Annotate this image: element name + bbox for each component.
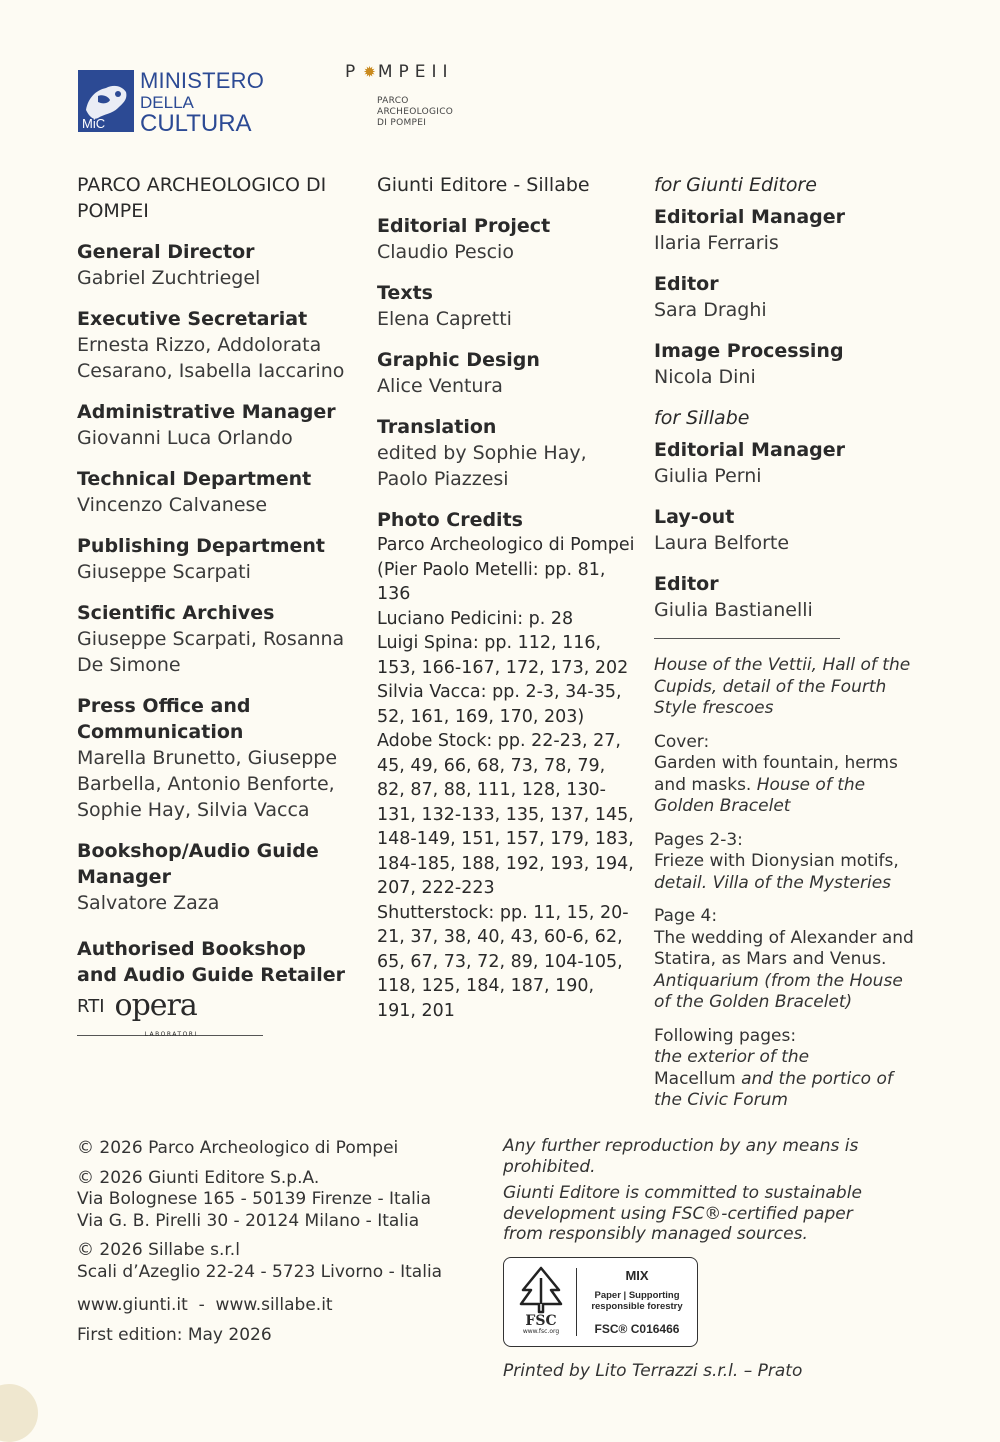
giunti-entry bbox=[654, 271, 924, 323]
col1-entry bbox=[77, 239, 352, 291]
col1-entry bbox=[77, 533, 352, 585]
sillabe-section-header: for Sillabe bbox=[654, 407, 750, 429]
col3-divider bbox=[654, 638, 840, 639]
ministero-line3: CULTURA bbox=[140, 110, 252, 137]
col2-entry-text: edited by Sophie Hay, Paolo Piazzesi bbox=[377, 442, 587, 490]
giunti-entry-title: Editor bbox=[654, 273, 719, 295]
col1-entry-text: Gabriel Zuchtriegel bbox=[77, 267, 261, 289]
col2-entry-text: Alice Ventura bbox=[377, 375, 503, 397]
caption-following bbox=[654, 1026, 924, 1112]
retailer-block bbox=[77, 936, 352, 1038]
sillabe-entry-text: Laura Belforte bbox=[654, 532, 790, 554]
col2-entry bbox=[377, 347, 637, 399]
caption-p23-label: Pages 2-3: bbox=[654, 829, 743, 850]
fsc-code: FSC® C016466 bbox=[594, 1322, 680, 1336]
caption-cover bbox=[654, 732, 924, 818]
sillabe-entry bbox=[654, 571, 924, 623]
photo-credit-line: Luigi Spina: pp. 112, 116, 153, 166-167, 172, 173, 202 bbox=[377, 633, 629, 678]
caption-p4-text: The wedding of Alexander and Statira, as Mars and Venus. bbox=[654, 927, 914, 969]
mic-emblem-icon bbox=[78, 70, 134, 132]
sillabe-entry-text: Giulia Bastianelli bbox=[654, 599, 813, 621]
col1-entry-title: Technical Department bbox=[77, 468, 312, 490]
col2-entry-text: Elena Capretti bbox=[377, 308, 512, 330]
sillabe-entry-text: Giulia Perni bbox=[654, 465, 762, 487]
col1-entry bbox=[77, 399, 352, 451]
giunti-entry-text: Sara Draghi bbox=[654, 299, 767, 321]
photo-credits-title: Photo Credits bbox=[377, 509, 523, 531]
col1-entry-title: General Director bbox=[77, 241, 255, 263]
first-edition: First edition: May 2026 bbox=[77, 1324, 272, 1345]
retailer-rti: RTI bbox=[77, 996, 105, 1017]
sillabe-address: Scali d’Azeglio 22-24 - 5723 Livorno - Italia bbox=[77, 1261, 443, 1282]
copyright-block bbox=[77, 1138, 477, 1354]
pompeii-word-left: P bbox=[345, 62, 362, 82]
pompeii-sub1: PARCO bbox=[377, 96, 409, 106]
caption-cover-text: Garden with fountain, herms and masks. bbox=[654, 753, 898, 795]
sillabe-entry-title: Editorial Manager bbox=[654, 439, 845, 461]
copyright-sillabe: © 2026 Sillabe s.r.l bbox=[77, 1240, 240, 1260]
sillabe-entry-title: Editor bbox=[654, 573, 719, 595]
col1-entry-title: Bookshop/Audio Guide Manager bbox=[77, 840, 319, 888]
col1-entry-text: Marella Brunetto, Giuseppe Barbella, Antonio Benforte, Sophie Hay, Silvia Vacca bbox=[77, 747, 338, 821]
col1-entry-title: Press Office and Communication bbox=[77, 695, 251, 743]
col1-header: PARCO ARCHEOLOGICO DI POMPEI bbox=[77, 174, 327, 222]
giunti-address-1: Via Bolognese 165 - 50139 Firenze - Italia bbox=[77, 1189, 432, 1209]
photo-credit-line: Parco Archeologico di Pompei (Pier Paolo Metelli: pp. 81, 136 bbox=[377, 535, 635, 604]
sun-ornament-icon: ✹ bbox=[363, 63, 376, 81]
col1-entry-title: Scientific Archives bbox=[77, 602, 275, 624]
reproduction-notice: Any further reproduction by any means is prohibited. bbox=[503, 1136, 859, 1177]
ministero-line1: MINISTERO bbox=[140, 68, 265, 93]
caption-following-italic1: the exterior of the bbox=[654, 1047, 810, 1067]
photo-credit-line: Shutterstock: pp. 11, 15, 20-21, 37, 38, 40, 43, 60-6, 62, 65, 67, 73, 72, 89, 104-105, 118, 125, 184, 187, 190, 191, 201 bbox=[377, 902, 629, 1021]
col1-entry-text: Salvatore Zaza bbox=[77, 892, 220, 914]
sillabe-entry bbox=[654, 437, 924, 489]
giunti-entry-title: Image Processing bbox=[654, 340, 844, 362]
col2-header: Giunti Editore - Sillabe bbox=[377, 174, 590, 196]
fsc-tree-icon bbox=[513, 1264, 569, 1314]
giunti-entry bbox=[654, 204, 924, 256]
col2-entry bbox=[377, 280, 637, 332]
ministero-line2: DELLA bbox=[140, 93, 194, 112]
fsc-label bbox=[503, 1257, 698, 1347]
col1-entry-title: Administrative Manager bbox=[77, 401, 336, 423]
col2-entry-title: Editorial Project bbox=[377, 215, 551, 237]
caption-p23-italic: detail. Villa of the Mysteries bbox=[654, 872, 892, 893]
giunti-section-header: for Giunti Editore bbox=[654, 174, 817, 196]
pompeii-word-right: MPEII bbox=[377, 62, 454, 82]
column-parco bbox=[77, 172, 352, 1036]
fsc-url: www.fsc.org bbox=[522, 1328, 560, 1335]
websites: www.giunti.it - www.sillabe.it bbox=[77, 1295, 333, 1315]
caption-p23-text: Frieze with Dionysian motifs, bbox=[654, 851, 899, 871]
col2-entry-title: Texts bbox=[377, 282, 433, 304]
photo-credit-line: Adobe Stock: pp. 22-23, 27, 45, 49, 66, 68, 73, 78, 79, 82, 87, 88, 111, 128, 130-131, 132-133, 135, 137, 145, 148-149, 151, 157, 179, 183, 184-185, 188, 192, 193, 194, 207, 222-223 bbox=[377, 731, 634, 898]
page-corner-tab bbox=[0, 1384, 38, 1442]
col2-entry-text: Claudio Pescio bbox=[377, 241, 514, 263]
col1-entry bbox=[77, 838, 352, 916]
sillabe-entry-title: Lay-out bbox=[654, 506, 735, 528]
rights-notice-block bbox=[503, 1136, 883, 1251]
caption-cover-label: Cover: bbox=[654, 731, 710, 752]
col1-entry bbox=[77, 693, 352, 823]
fsc-word: FSC bbox=[525, 1313, 557, 1329]
photo-credits-block bbox=[377, 507, 637, 1023]
opera-logo bbox=[114, 988, 198, 1038]
opera-logo-sub: LABORATORI bbox=[144, 1031, 198, 1038]
pompeii-sub3: DI POMPEI bbox=[377, 118, 427, 128]
caption-following-label: Following pages: bbox=[654, 1025, 797, 1046]
pompeii-logo bbox=[345, 62, 505, 142]
caption-following-italic2: and the portico of the Civic Forum bbox=[654, 1068, 893, 1110]
fsc-divider bbox=[576, 1268, 577, 1336]
photo-credit-line: Luciano Pedicini: p. 28 bbox=[377, 608, 574, 629]
caption-p4-label: Page 4: bbox=[654, 906, 718, 926]
giunti-entry-text: Nicola Dini bbox=[654, 366, 756, 388]
col1-entry bbox=[77, 600, 352, 678]
col1-entry-title: Executive Secretariat bbox=[77, 308, 308, 330]
giunti-entry-text: Ilaria Ferraris bbox=[654, 232, 779, 254]
caption-cover-italic: House of the Golden Bracelet bbox=[654, 774, 866, 816]
fsc-claim: Paper | Supporting responsible forestry bbox=[591, 1290, 683, 1312]
pompeii-sub2: ARCHEOLOGICO bbox=[377, 107, 454, 117]
sillabe-entry bbox=[654, 504, 924, 556]
caption-pages-2-3 bbox=[654, 830, 924, 895]
col2-entry bbox=[377, 414, 637, 492]
ministero-logo bbox=[78, 68, 268, 137]
col1-entry-text: Vincenzo Calvanese bbox=[77, 494, 268, 516]
sustainability-notice: Giunti Editore is committed to sustainable development using FSC®-certified paper from responsibly managed sources. bbox=[503, 1183, 862, 1244]
copyright-giunti: © 2026 Giunti Editore S.p.A. bbox=[77, 1167, 320, 1188]
col1-entry-text: Giovanni Luca Orlando bbox=[77, 427, 293, 449]
col2-entry bbox=[377, 213, 637, 265]
giunti-address-2: Via G. B. Pirelli 30 - 20124 Milano - Italia bbox=[77, 1210, 420, 1231]
giunti-entry-title: Editorial Manager bbox=[654, 206, 845, 228]
opera-logo-word: opera bbox=[114, 988, 197, 1023]
col1-entry-text: Giuseppe Scarpati bbox=[77, 561, 251, 583]
copyright-parco: © 2026 Parco Archeologico di Pompei bbox=[77, 1138, 399, 1158]
col1-entry-title: Publishing Department bbox=[77, 535, 325, 557]
printer-credit: Printed by Lito Terrazzi s.r.l. – Prato bbox=[503, 1361, 803, 1381]
col2-entry-title: Graphic Design bbox=[377, 349, 540, 371]
caption-frontispiece: House of the Vettii, Hall of the Cupids, detail of the Fourth Style frescoes bbox=[654, 655, 911, 718]
mic-mark-text: MiC bbox=[82, 116, 106, 131]
photo-credit-line: Silvia Vacca: pp. 2-3, 34-35, 52, 161, 169, 170, 203) bbox=[377, 682, 622, 727]
col1-entry-text: Giuseppe Scarpati, Rosanna De Simone bbox=[77, 628, 345, 676]
caption-following-plain: Macellum bbox=[654, 1068, 736, 1089]
column-editors bbox=[654, 172, 924, 1124]
col2-entry-title: Translation bbox=[377, 416, 497, 438]
col1-entry-text: Ernesta Rizzo, Addolorata Cesarano, Isabella Iaccarino bbox=[77, 334, 345, 382]
column-giunti-sillabe bbox=[377, 172, 637, 1038]
caption-p4-italic: Antiquarium (from the House of the Golden Bracelet) bbox=[654, 970, 903, 1012]
giunti-entry bbox=[654, 338, 924, 390]
col1-entry bbox=[77, 466, 352, 518]
fsc-mix: MIX bbox=[625, 1268, 649, 1283]
col1-entry bbox=[77, 306, 352, 384]
caption-page-4 bbox=[654, 906, 924, 1014]
retailer-title: Authorised Bookshop and Audio Guide Retailer bbox=[77, 938, 346, 986]
